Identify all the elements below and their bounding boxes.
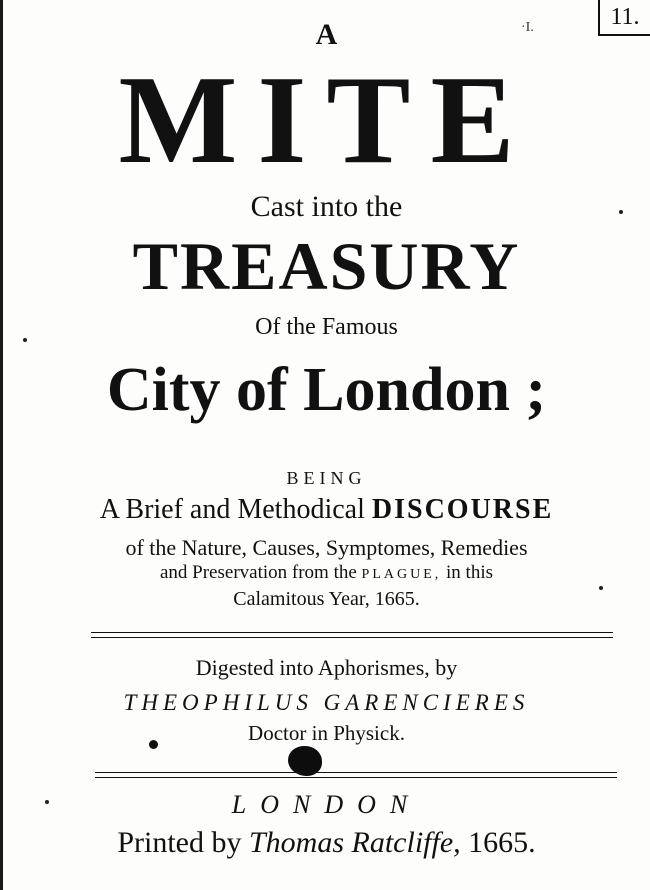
divider-rule-upper-thin	[91, 637, 613, 638]
title-mite: MITE	[118, 51, 535, 190]
imprint-printer: Thomas Ratcliffe,	[249, 826, 461, 859]
title-cast-into: Cast into the	[250, 190, 403, 223]
title-city-of-london: City of London ;	[106, 356, 547, 424]
title-article: A	[315, 18, 338, 51]
divider-rule-lower	[95, 772, 617, 773]
subtitle-preservation-text: and Preservation from the	[159, 562, 362, 583]
divider-rule-upper	[91, 632, 613, 633]
imprint-printed-text: Printed by	[117, 826, 249, 859]
credit-author: THEOPHILUS GARENCIERES	[123, 690, 530, 715]
subtitle-brief-text: A Brief and Methodical	[99, 494, 372, 525]
ink-speck	[599, 586, 603, 590]
title-treasury: TREASURY	[132, 228, 521, 304]
ink-speck	[23, 338, 27, 342]
subtitle-being: BEING	[286, 468, 367, 488]
ink-speck	[45, 800, 49, 804]
stray-ink-mark: ·I.	[521, 20, 534, 35]
credit-doctor: Doctor in Physick.	[248, 721, 405, 745]
ink-speck	[619, 210, 623, 214]
subtitle-preservation	[3, 562, 650, 584]
subtitle-calamitous-year: Calamitous Year, 1665.	[233, 588, 420, 610]
credit-digested: Digested into Aphorismes, by	[195, 655, 458, 680]
imprint-london: LONDON	[231, 790, 422, 819]
subtitle-plague: PLAGUE,	[361, 567, 442, 582]
subtitle-in-this: in this	[441, 562, 494, 583]
ink-dot	[149, 740, 158, 749]
divider-rule-lower-thin	[95, 777, 617, 778]
title-of-the-famous: Of the Famous	[255, 314, 398, 340]
imprint-year: 1665.	[460, 826, 536, 859]
subtitle-brief	[3, 494, 650, 526]
subtitle-nature: of the Nature, Causes, Symptomes, Remedies	[125, 535, 528, 560]
corner-mark-text: 11.	[610, 3, 640, 30]
subtitle-discourse: DISCOURSE	[371, 494, 554, 525]
imprint-printed-by	[3, 826, 650, 860]
